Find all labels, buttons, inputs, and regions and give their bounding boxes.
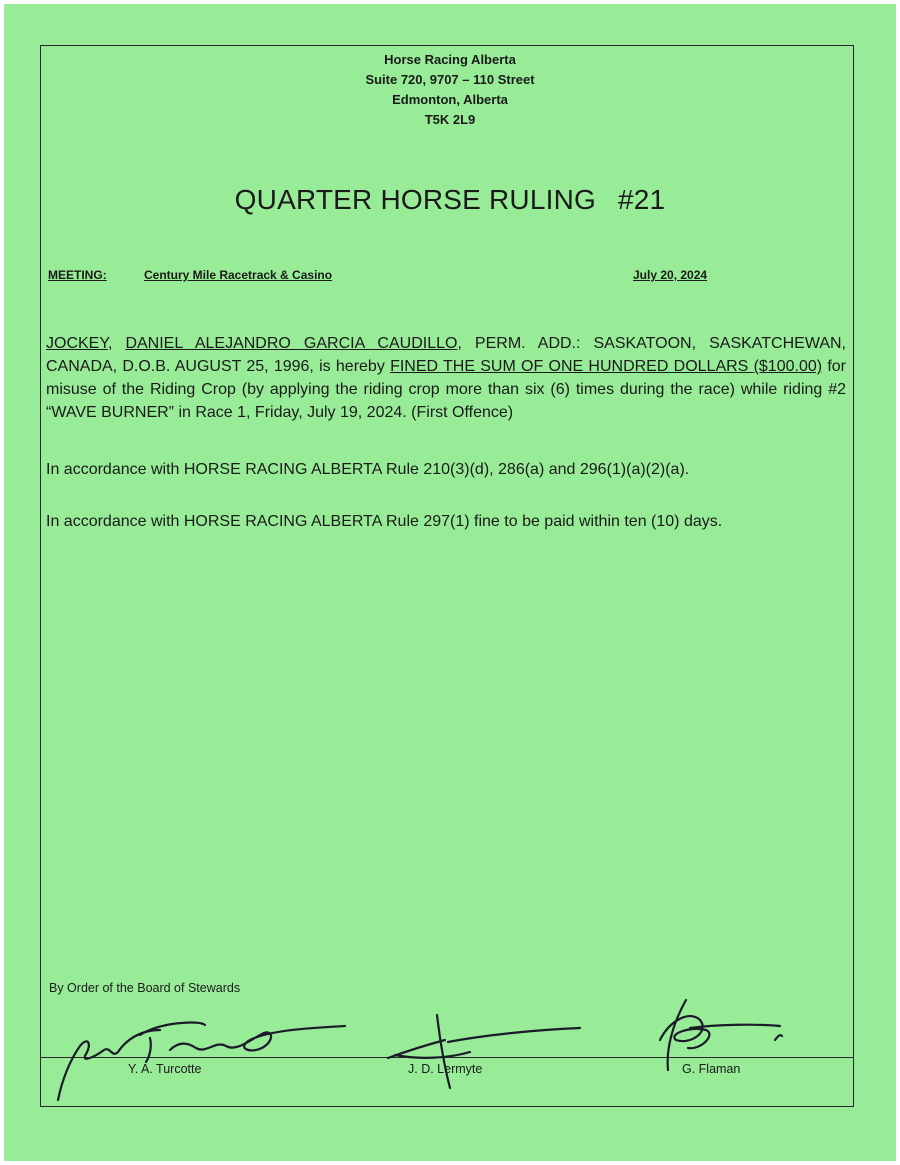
ruling-number: #21 [618,184,666,215]
meeting-label: MEETING: [48,268,107,282]
ruling-title-text: QUARTER HORSE RULING [234,184,596,215]
steward-name-3: G. Flaman [682,1062,741,1076]
payment-terms-paragraph: In accordance with HORSE RACING ALBERTA Rule 297(1) fine to be paid within ten (10) days. [46,513,723,530]
steward-name-2: J. D. Lermyte [408,1062,483,1076]
signature-turcotte [58,1022,345,1100]
offence-details: for misuse of the Riding Crop (by applying the riding crop more than six (6) times during the race) while riding #2 “WAVE BURNER” in Race 1, Friday, July 19, 2024. (First Offence) [46,358,846,421]
organization-city: Edmonton, Alberta [392,92,508,107]
stewards-label: By Order of the Board of Stewards [49,981,241,995]
separator: , [107,335,126,352]
jockey-details: , PERM. ADD.: SASKATOON, SASKATCHEWAN, CANADA, D.O.B. AUGUST 25, 1996, is hereby [46,335,846,375]
signature-lermyte [388,1015,580,1088]
organization-address: Suite 720, 9707 – 110 Street [365,72,535,87]
rule-reference-paragraph: In accordance with HORSE RACING ALBERTA Rule 210(3)(d), 286(a) and 296(1)(a)(2)(a). [46,461,690,478]
steward-name-1: Y. A. Turcotte [128,1062,202,1076]
jockey-name: DANIEL ALEJANDRO GARCIA CAUDILLO [125,335,458,352]
meeting-date: July 20, 2024 [633,268,708,282]
organization-name: Horse Racing Alberta [384,52,516,67]
penalty: FINED THE SUM OF ONE HUNDRED DOLLARS ($100.00) [390,358,823,375]
signature-flaman [660,1000,782,1070]
role: JOCKEY [46,335,108,352]
organization-postal-code: T5K 2L9 [424,112,476,127]
meeting-venue: Century Mile Racetrack & Casino [144,268,333,282]
